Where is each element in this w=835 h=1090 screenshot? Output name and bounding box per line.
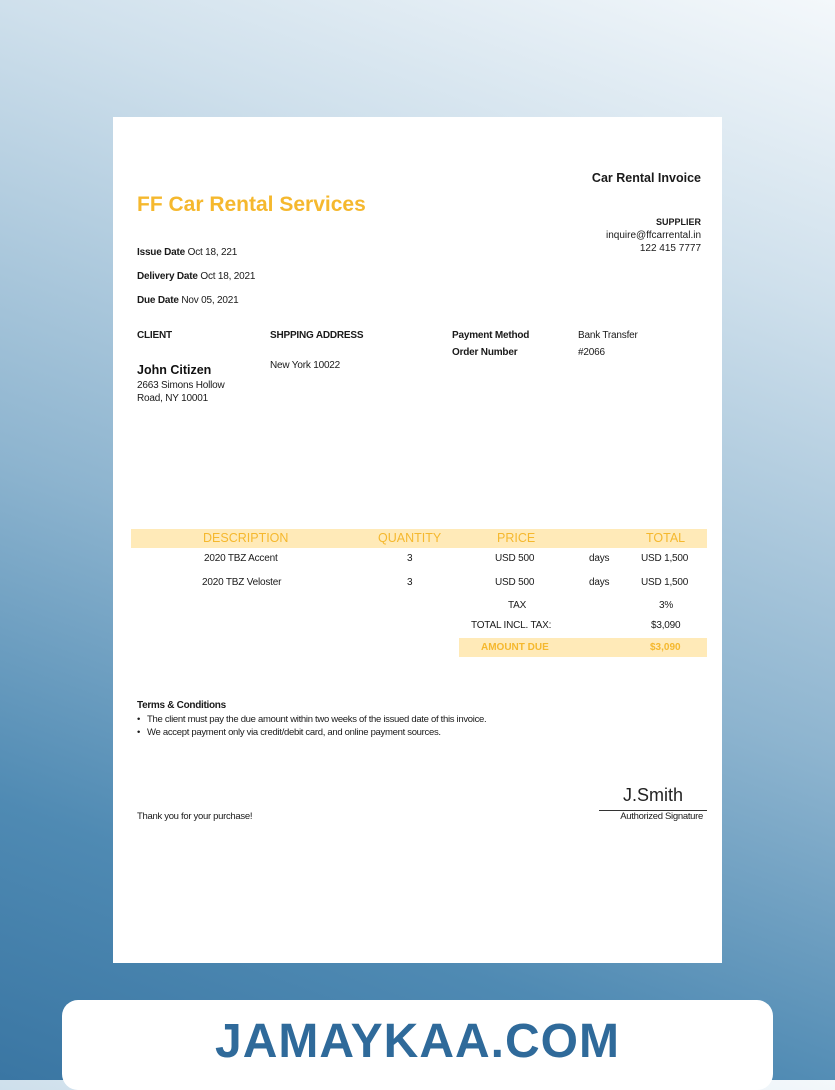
item-quantity: 3 [407,577,413,588]
column-price: PRICE [497,531,536,545]
item-quantity: 3 [407,553,413,564]
watermark-banner [62,1000,773,1090]
signature-label: Authorized Signature [620,811,703,822]
invoice-sheet [113,117,722,963]
item-price: USD 500 [495,553,535,564]
delivery-date-label: Delivery Date [137,271,198,282]
issue-date [137,247,255,271]
supplier-block [606,216,701,255]
order-number-value: #2066 [578,347,605,358]
total-incl-tax-label: TOTAL INCL. TAX: [471,620,552,631]
thank-you-note: Thank you for your purchase! [137,811,253,822]
column-quantity: QUANTITY [378,531,442,545]
items-table-header [131,529,707,548]
order-number-label: Order Number [452,347,518,358]
payment-method-label: Payment Method [452,330,530,341]
tax-label: TAX [508,600,527,611]
item-total: USD 1,500 [641,553,689,564]
due-date-label: Due Date [137,295,179,306]
terms-block [137,699,486,740]
issue-date-value: Oct 18, 221 [187,247,238,258]
client-name: John Citizen [137,363,212,377]
delivery-date-value: Oct 18, 2021 [200,271,256,282]
due-date-value: Nov 05, 2021 [181,295,239,306]
amount-due-label: AMOUNT DUE [481,642,549,653]
delivery-date [137,271,255,295]
watermark-text: JAMAYKAA.COM [215,1015,620,1068]
supplier-email: inquire@ffcarrental.in [605,230,701,241]
client-address-line2: Road, NY 10001 [137,393,208,404]
issue-date-label: Issue Date [137,247,186,258]
signature-name: J.Smith [622,785,683,805]
total-incl-tax-value: $3,090 [651,620,681,631]
tax-value: 3% [659,600,674,611]
terms-item-text: The client must pay the due amount within two weeks of the issued date of this invoice. [147,713,487,725]
item-price: USD 500 [495,577,535,588]
document-type: Car Rental Invoice [591,171,701,185]
terms-item: • The client must pay the due amount within two weeks of the issued date of this invoice. [137,713,487,725]
column-total: TOTAL [646,531,686,545]
item-total: USD 1,500 [641,577,689,588]
client-label: CLIENT [137,330,172,341]
shipping-label: SHPPING ADDRESS [270,330,364,341]
amount-due-row [459,638,707,657]
due-date [137,295,255,319]
company-name: FF Car Rental Services [137,193,366,216]
terms-title: Terms & Conditions [137,700,226,711]
client-address [137,379,225,405]
item-unit: days [589,577,610,588]
column-description: DESCRIPTION [203,531,289,545]
supplier-label: SUPPLIER [655,217,701,227]
supplier-phone: 122 415 7777 [639,243,701,254]
amount-due-value: $3,090 [650,642,681,653]
shipping-address: New York 10022 [270,360,341,371]
dates-block [137,247,255,319]
client-address-line1: 2663 Simons Hollow [137,380,225,391]
item-description: 2020 TBZ Accent [204,553,278,564]
item-unit: days [589,553,610,564]
terms-item-text: We accept payment only via credit/debit card, and online payment sources. [147,727,441,738]
payment-method-value: Bank Transfer [578,330,638,341]
terms-item: • We accept payment only via credit/debit card, and online payment sources. [137,727,441,738]
item-description: 2020 TBZ Veloster [202,577,282,588]
